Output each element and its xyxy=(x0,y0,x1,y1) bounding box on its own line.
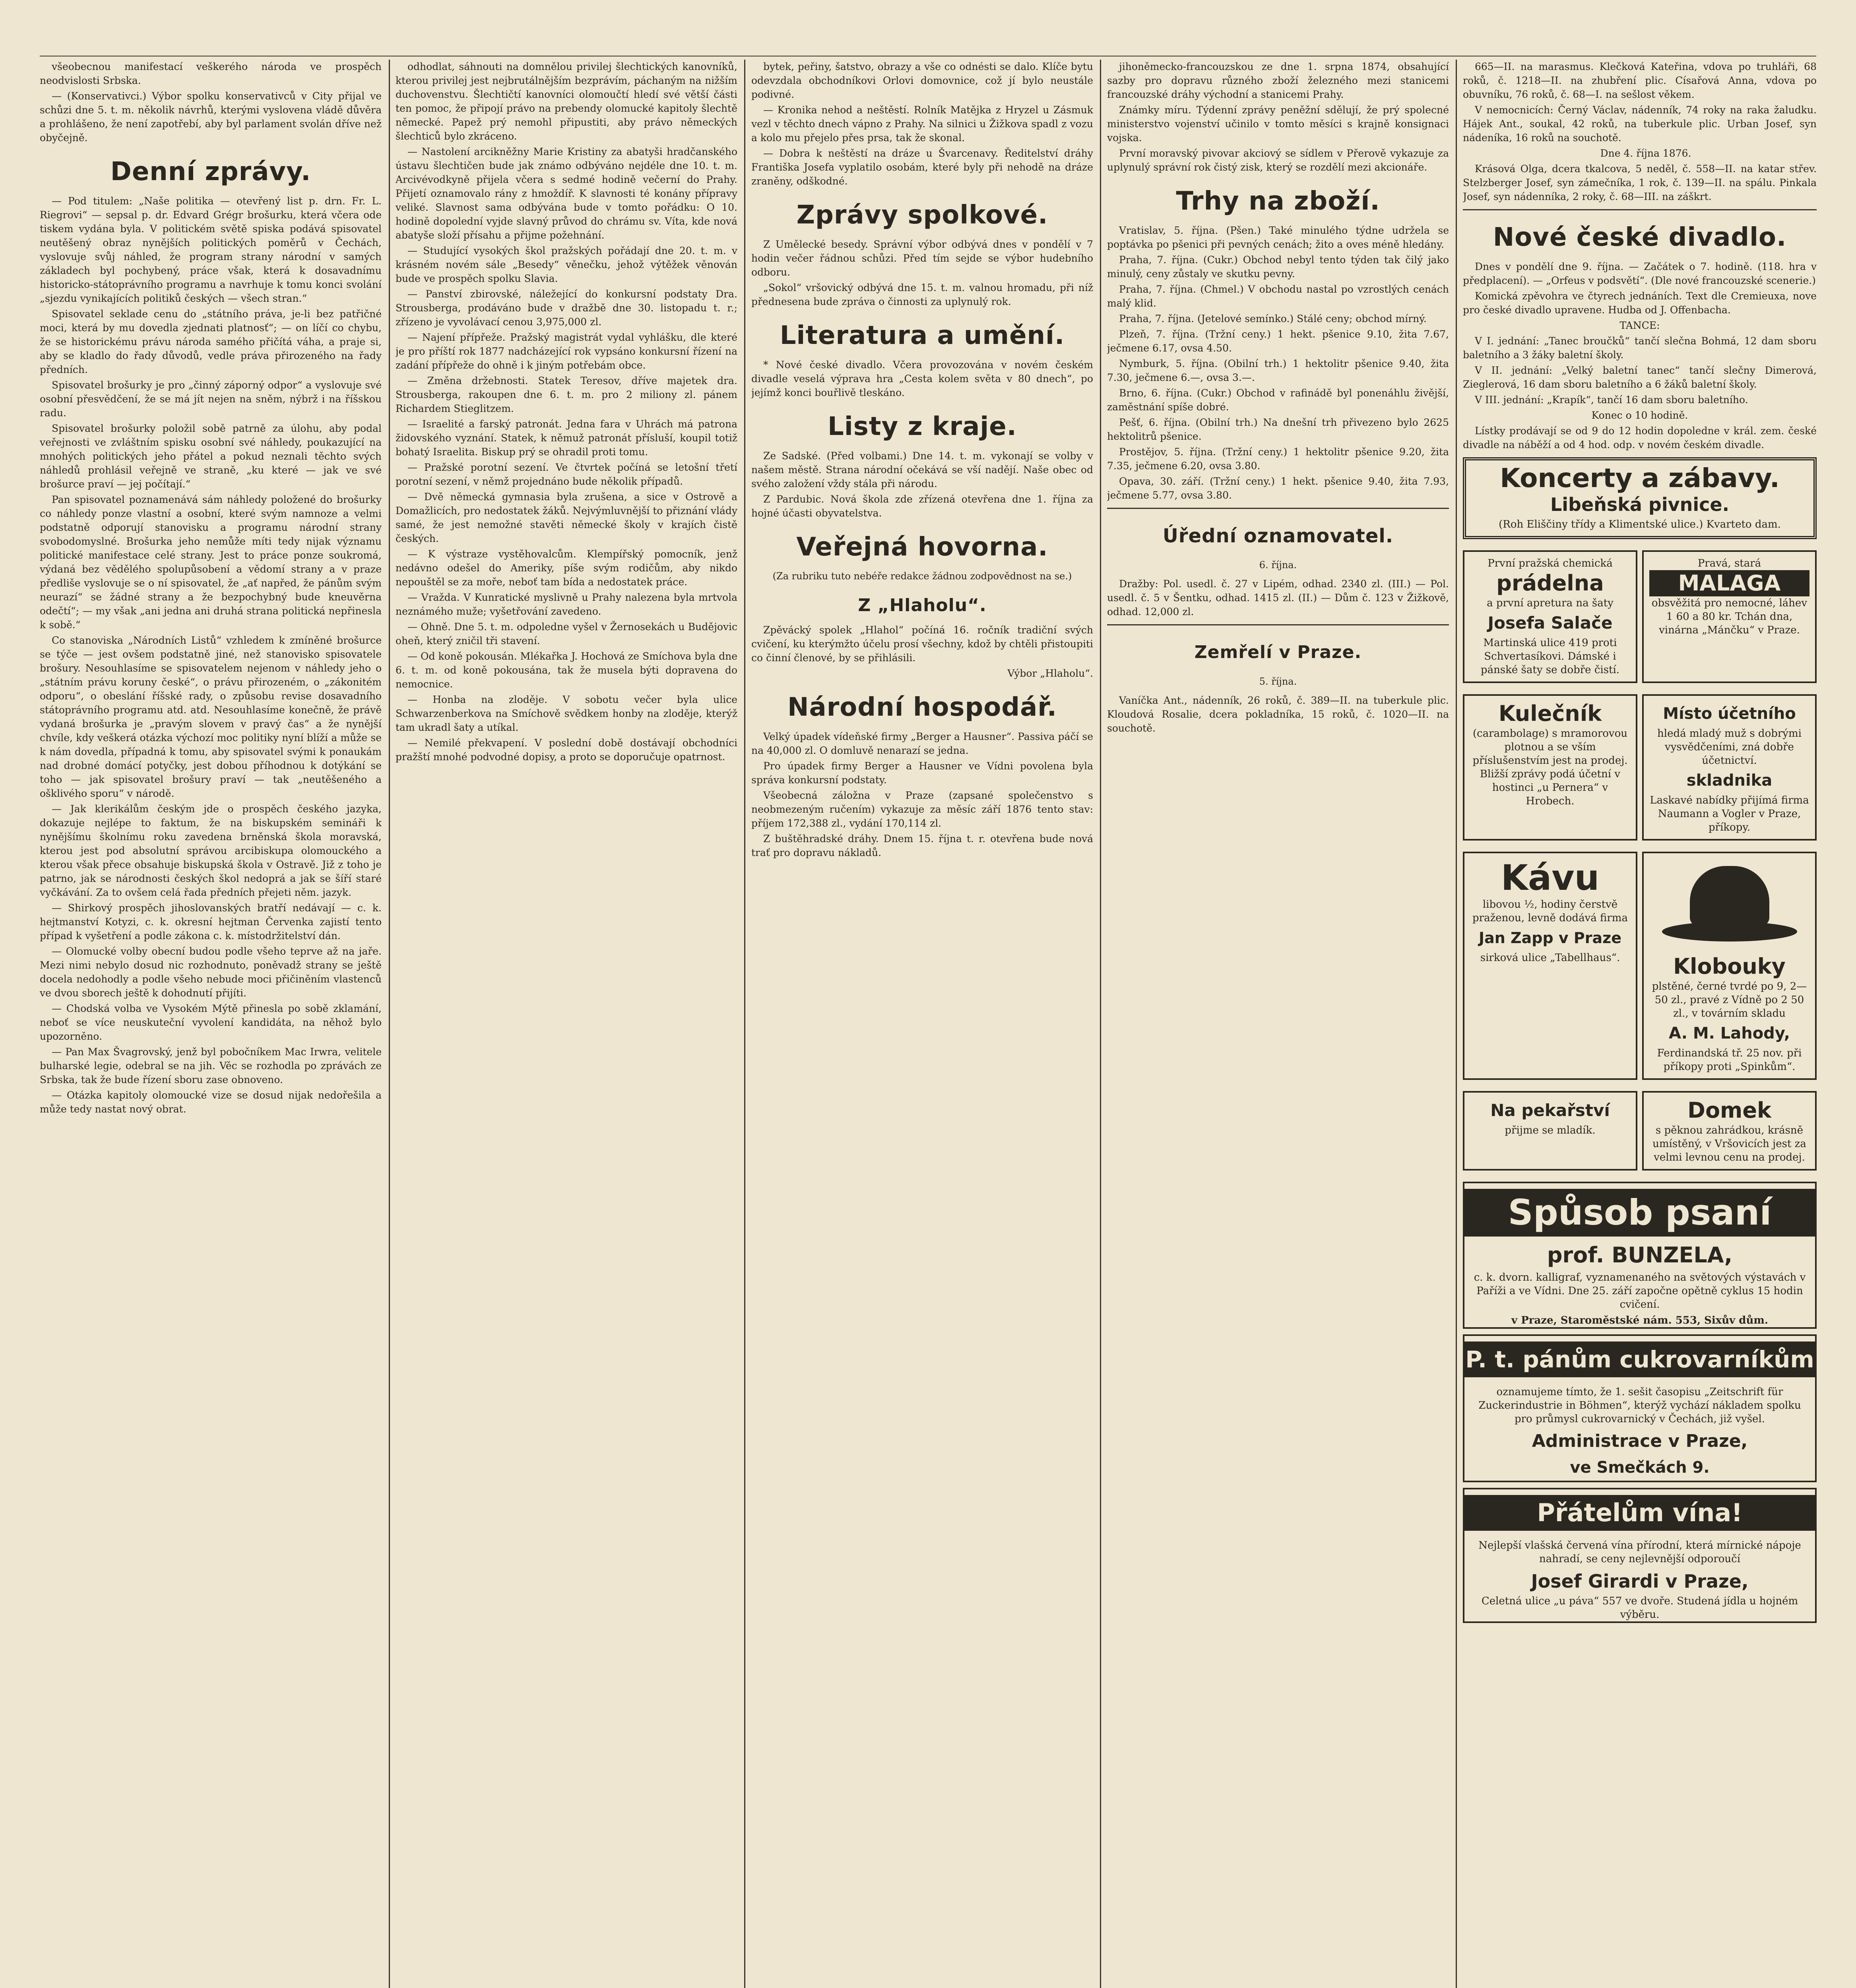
paragraph: Pan spisovatel poznamenává sám náhledy položené do brošurky co náhledy ponze vlastní a osobní, které svým namnoze a velmi podstatně odporují stanovisku a programu národní strany svobodomyslné. Brošurka jeho nemůže míti tedy nijak významu politické manifestace celé strany. Jest to práce ponze soukromá, výdaná bez vědělého spolupůsobení a vědomí strany a v praze předliše vyslovuje se o ní spisovatel, že „ať napřed, že pánům svým neurazí“ se žádné strany a že bezpochybný bude kneuvěrna odečtí“; — my však „ani jedna ani druhá strana politická nepřinesla k sobě.“ xyxy=(40,494,382,631)
paragraph: Dnes v pondělí dne 9. října. — Začátek o 7. hodině. (118. hra v předplacení). — „Orfeus v podsvětí“. (Dle nové francouzské scenerie.) xyxy=(1463,261,1817,286)
paragraph: * Nové české divadlo. Včera provozována v novém českém divadle veselá výprava hra „Cesta kolem světa v 80 dnech“, po jejímž konci bouřlivě tleskáno. xyxy=(751,359,1093,398)
section-heading-nove-ceske-divadlo: Nové české divadlo. xyxy=(1493,223,1787,252)
paragraph: 665—II. na marasmus. Klečková Kateřina, vdova po truhláři, 68 roků, č. 1218—II. na zhubření plic. Císařová Anna, vdova po obuvníku, 76 roků, č. 68—I. na sešlost věkem. xyxy=(1463,61,1817,100)
paragraph: — Jak klerikálům českým jde o prospěch českého jazyka, dokazuje nejlépe to faktum, že na biskupském semináři k nynějšímu školnímu roku zavedena brněnská škola moravská, kterou jest pod absolutní správou arcibiskupa olomouckého a kterou však přece obsahuje biskupská škola v Ostravě. Již z toho je patrno, jak se národnosti českých škol nedoprá a jak se šíří staré vyčkávání. Za to ovšem celá řada předních přejeti něm. jazyk. xyxy=(40,803,382,898)
paragraph: — Dvě německá gymnasia byla zrušena, a sice v Ostrově a Domažlicích, pro nedostatek žáků. Nejvýmluvnější to přiznání vlády samé, že jest nemožné stavěti německé školy v krajích čistě českých. xyxy=(396,491,737,544)
paragraph: — Shirkový prospěch jihoslovanských bratří nedávají — c. k. hejtmanství Kotyzi, c. k. okresní hejtman Červenka zajistí tento případ k vyšetření a podle zákona c. k. místodržitelství dán. xyxy=(40,902,382,942)
paragraph: — Nastolení arcikněžny Marie Kristiny za abatyši hradčanského ústavu šlechtičen bude jak známo odbýváno nejdéle dne 10. t. m. Arcivévodkyně přijela včera s sedmé hodině večerní do Prahy. Přijetí oznamovalo rány z hmoždíř. K slavnosti té konány přípravy veliké. Slavnost sama odbývána bude v tomto pořádku: O 10. hodině dopolední vyjde slavný průvod do chrámu sv. Víta, kde nová abatyše složí přísahu a přijme požehnání. xyxy=(396,146,737,241)
ad-title: Na pekařství xyxy=(1490,1101,1610,1120)
ad-row xyxy=(1463,545,1817,689)
paragraph: Nymburk, 5. října. (Obilní trh.) 1 hektolitr pšenice 9.40, žita 7.30, ječmene 6.—, ovsa 3.—. xyxy=(1107,358,1449,383)
ad-text: (Roh Eliščiny třídy a Klimentské ulice.) Kvarteto dam. xyxy=(1499,518,1781,530)
paragraph: — Olomucké volby obecní budou podle všeho teprve až na jaře. Mezi nimi nebylo dosud nic rozhodnuto, poněvadž strany se ještě docela nedohodly a podle všeho nebude moci přičiněním vlastenců ve dvou sborech ještě k dohodnutí přijíti. xyxy=(40,945,382,999)
ad-title: skladnika xyxy=(1686,771,1773,790)
paragraph: všeobecnou manifestací veškerého národa ve prospěch neodvislosti Srbska. xyxy=(40,61,382,86)
paragraph: — Změna držebnosti. Statek Teresov, dříve majetek dra. Strousberga, rakoupen dne 6. t. m. pro 2 miliony zl. pánem Richardem Stieglitzem. xyxy=(396,375,737,414)
column-3 xyxy=(751,60,1093,1988)
paragraph: — Od koně pokousán. Mlékařka J. Hochová ze Smíchova byla dne 6. t. m. od koně pokousána, tak že musela býti dopravena do nemocnice. xyxy=(396,650,737,690)
divider xyxy=(1463,209,1817,210)
ad-text: První pražská chemická xyxy=(1488,557,1613,569)
section-heading-zemreli: Zemřelí v Praze. xyxy=(1194,642,1362,662)
paragraph: Z Umělecké besedy. Správní výbor odbývá dnes v pondělí v 7 hodin večer řádnou schůzi. Před tím sejde se výbor hudebního odboru. xyxy=(751,239,1093,278)
ad-name: prof. BUNZELA, xyxy=(1547,1242,1733,1268)
ad-pekarstvi xyxy=(1463,1091,1637,1171)
section-heading-literatura: Literatura a umění. xyxy=(780,321,1065,350)
ad-name: Jan Zapp v Praze xyxy=(1478,929,1621,947)
section-heading-zpravy-spolkove: Zprávy spolkové. xyxy=(796,200,1048,230)
ad-bunzel xyxy=(1463,1182,1817,1329)
ad-title: Koncerty a zábavy. xyxy=(1500,463,1780,493)
ad-title: Kávu xyxy=(1501,857,1600,898)
ad-ucetni xyxy=(1642,694,1817,841)
paragraph: — Panství zbirovské, náležející do konkursní podstaty Dra. Strousberga, prodáváno bude v dražbě dne 30. listopadu t. r.; zřízeno je vyvolávací cenou 3,975,000 zl. xyxy=(396,288,737,328)
ad-text: s pěknou zahrádkou, krásně umístěný, v Vršovicích jest za velmi levnou cenu na prodej. xyxy=(1652,1124,1806,1163)
paragraph: — Pod titulem: „Naše politika — otevřený list p. drn. Fr. L. Riegrovi“ — sepsal p. dr. Edvard Grégr brošurku, která včera ode tiskem vydána byla. V politickém světě spiska podává spisovatel neutěšený obraz nynějších politických poměrů v Čechách, vyslovuje svůj náhled, že program strany národní v samých základech byl pochybený, práce však, která k dosavadnímu historicko-státoprávního programu a navrhuje k tomu konci svolání „sjezdu vynikajících politiků českých — všech stran.“ xyxy=(40,195,382,304)
paragraph: Spisovatel seklade cenu do „státního práva, je-li bez patřičné moci, která by mu dovedla zjednati platnosť“; — on líčí co chybu, že se historickému právu národa samého přičítá váha, a praje si, aby se kladlo do řady důvodů, vedle práva přirozeného na řady předních. xyxy=(40,308,382,375)
paragraph: — Ohně. Dne 5. t. m. odpoledne vyšel v Žernosekách u Budějovic oheň, který zničil tři stavení. xyxy=(396,621,737,646)
ad-concerts xyxy=(1463,457,1817,539)
ad-text: Martinská ulice 419 proti Schvertasíkovi. Dámské i pánské šaty se dobře čistí. xyxy=(1480,637,1620,676)
paragraph: odhodlat, sáhnouti na domnělou privilej šlechtických kanovníků, kterou privilej jest nejbrutálnějším bezprávím, páchaným na nižším duchovenstvu. Šlechtičtí kanovníci olomoučtí hledí své větší části ten pomoc, že připojí právo na prebendy olomucké kapitoly šlechtě německé. Papež prý nemohl připustiti, aby právo německých šlechticů bylo zkráceno. xyxy=(396,61,737,142)
ad-text: a první apretura na šaty xyxy=(1487,597,1614,609)
ad-text: Laskavé nabídky přijímá firma Naumann a Vogler v Praze, příkopy. xyxy=(1650,794,1809,833)
ad-name: Josef Girardi v Praze, xyxy=(1531,1571,1749,1592)
ad-text: plstěné, černé tvrdé po 9, 2—50 zl., pravé z Vídně po 2 50 zl., v továrním skladu xyxy=(1652,980,1807,1019)
paragraph: Známky míru. Týdenní zprávy peněžní sdělují, že prý spolecné ministerstvo vojenství učinilo v tomto měsíci s krajně konsignaci vojska. xyxy=(1107,104,1449,144)
ad-text: Pravá, stará xyxy=(1697,557,1761,569)
ad-title: prádelna xyxy=(1496,571,1604,596)
paragraph: První moravský pivovar akciový se sídlem v Přerově vykazuje za uplynulý správní rok čistý zisk, který se rozdělí mezi akcionáře. xyxy=(1107,148,1449,173)
paragraph: Vaníčka Ant., nádenník, 26 roků, č. 389—II. na tuberkule plic. Kloudová Rosalie, dcera pokladníka, 15 roků, č. 1020—II. na souchotě. xyxy=(1107,695,1449,734)
paragraph: Dražby: Pol. usedl. č. 27 v Lipém, odhad. 2340 zl. (III.) — Pol. usedl. č. 5 v Šentku, odhad. 1415 zl. (II.) — Dům č. 123 v Žižkově, odhad. 12,000 zl. xyxy=(1107,578,1449,617)
section-heading-denni-zpravy: Denní zprávy. xyxy=(110,157,311,186)
paragraph: Z buštěhradské dráhy. Dnem 15. října t. r. otevřena bude nová trať pro dopravu nákladů. xyxy=(751,833,1093,858)
column-divider xyxy=(1456,60,1457,1988)
ad-name: Josefa Salače xyxy=(1488,613,1613,633)
paragraph: Pešť, 6. října. (Obilní trh.) Na dnešní trh přivezeno bylo 2625 hektolitrů pšenice. xyxy=(1107,417,1449,442)
ad-text: oznamujeme tímto, že 1. sešit časopisu „Zeitschrift für Zuckerindustrie in Böhmen“, kterýž vychází nákladem spolku pro průmysl cukrovarnický v Čechách, již vyšel. xyxy=(1478,1386,1801,1425)
paragraph: Praha, 7. října. (Jetelové semínko.) Stálé ceny; obchod mírný. xyxy=(1119,313,1427,324)
paragraph: — Pan Max Švagrovský, jenž byl pobočníkem Mac Irwra, velitele bulharské legie, odebral se na jih. Věc se rozhodla po zprávách ze Srbska, tak že bude řízení sboru zase obnoveno. xyxy=(40,1046,382,1085)
ad-row xyxy=(1463,1085,1817,1176)
column-1 xyxy=(40,60,382,1988)
ad-row xyxy=(1463,689,1817,846)
paragraph: — Chodská volba ve Vysokém Mýtě přinesla po sobě zklamání, neboť se více neuskuteční vyvolení kandidáta, na něhož bylo upozorněno. xyxy=(40,1003,382,1042)
paragraph: Prostějov, 5. října. (Tržní ceny.) 1 hektolitr pšenice 9.20, žita 7.35, ječmene 6.20, ovsa 3.80. xyxy=(1107,446,1449,472)
hat-icon xyxy=(1662,862,1797,949)
paragraph: Konec o 10 hodině. xyxy=(1591,410,1688,421)
section-date: 5. října. xyxy=(1259,676,1297,687)
column-2 xyxy=(396,60,737,1988)
paragraph: Praha, 7. října. (Chmel.) V obchodu nastal po vzrostlých cenách malý klid. xyxy=(1107,283,1449,309)
ad-kavu xyxy=(1463,852,1637,1080)
ad-address: Celetná ulice „u páva“ 557 ve dvoře. Studená jídla u hojném výběru. xyxy=(1481,1595,1798,1621)
section-note: (Za rubriku tuto nebéře redakce žádnou zodpovědnost na se.) xyxy=(772,571,1072,582)
ad-klobouky xyxy=(1642,852,1817,1080)
paragraph: jihoněmecko-francouzskou ze dne 1. srpna 1874, obsahující sazby pro dopravu různého zboží železného mezi stanicemi francouzské dráhy východní a stanicemi Prahy. xyxy=(1107,61,1449,100)
paragraph: Spisovatel brošurky je pro „činný záporný odpor“ a vyslovuje své osobní přesvědčení, že se má jít nejen na sněm, nýbrž i na říšskou radu. xyxy=(40,379,382,419)
ad-title: Kulečník xyxy=(1498,701,1602,726)
section-heading-verejna-hovorna: Veřejná hovorna. xyxy=(796,532,1048,562)
column-5 xyxy=(1463,60,1817,1988)
ad-text: hledá mladý muž s dobrými vysvědčeními, zná dobře účetnictví. xyxy=(1657,728,1802,767)
paragraph: Vratislav, 5. října. (Pšen.) Také minulého týdne udržela se poptávka po pšenici při pevných cenách; žito a oves méně hledány. xyxy=(1107,225,1449,250)
paragraph: — Studující vysokých škol pražských pořádají dne 20. t. m. v krásném novém sále „Besedy“ věnečku, jehož výtěžek věnován bude ve prospěch spolku Slavia. xyxy=(396,245,737,284)
article-heading-hlahol: Z „Hlaholu“. xyxy=(858,595,987,615)
paragraph: „Sokol“ vršovický odbývá dne 15. t. m. valnou hromadu, při níž přednesena bude zpráva o činnosti za uplynulý rok. xyxy=(751,282,1093,307)
paragraph: Zpěvácký spolek „Hlahol“ počíná 16. ročník tradiční svých cvičení, ku kterýmžto účelu prosí všechny, kdož by chtěli přistoupiti co činní členové, by se přihlásili. xyxy=(751,624,1093,664)
signature: Výbor „Hlaholu“. xyxy=(1007,668,1093,679)
divider xyxy=(1107,508,1449,509)
ad-title: Spůsob psaní xyxy=(1464,1189,1815,1237)
column-4 xyxy=(1107,60,1449,1988)
paragraph: Z Pardubic. Nová škola zde zřízená otevřena dne 1. října za hojné účasti obyvatelstva. xyxy=(751,493,1093,519)
paragraph: — Vražda. V Kunratické myslivně u Prahy nalezena byla mrtvola neznámého muže; vyšetřování zavedeno. xyxy=(396,592,737,617)
paragraph: — Pražské porotní sezení. Ve čtvrtek počíná se letošní třetí porotní sezení, v němž projednáno bude několik případů. xyxy=(396,462,737,487)
paragraph: — Honba na zloděje. V sobotu večer byla ulice Schwarzenberkova na Smíchově svědkem honby na zloděje, kterýž tam ukradl šaty a utíkal. xyxy=(396,694,737,733)
paragraph: — Najení přípřeže. Pražský magistrát vydal vyhlášku, dle které je pro příští rok 1877 nadcházející rok vypsáno konkursní řízení na zadání přípřeže do ohně i k jiným potřebám obce. xyxy=(396,332,737,371)
paragraph: — Israelité a farský patronát. Jedna fara v Uhrách má patrona židovského vyznání. Statek, k němuž patronát přísluší, koupil totiž bohatý Israelita. Biskup prý se ohradil proti tomu. xyxy=(396,418,737,458)
ad-text: libovou ½, hodiny čerstvě praženou, levně dodává firma xyxy=(1472,899,1628,924)
paragraph: — Kronika nehod a neštěstí. Rolník Matějka z Hryzel u Zásmuk vezl v těchto dnech vápno z Prahy. Na silnici u Žižkova spadl z vozu a kolo mu přejelo přes prsa, tak že skonal. xyxy=(751,104,1093,144)
ad-title: Místo účetního xyxy=(1663,705,1796,723)
paragraph: Praha, 7. října. (Cukr.) Obchod nebyl tento týden tak čilý jako minulý, ceny zůstaly ve skutku pevny. xyxy=(1107,254,1449,280)
paragraph: Velký úpadek vídeňské firmy „Berger a Hausner“. Passiva páčí se na 40,000 zl. O domluvě nenarazí se jedna. xyxy=(751,731,1093,756)
paragraph: — (Konservativci.) Výbor spolku konservativců v City přijal ve schůzi dne 5. t. m. několik návrhů, kterými vyslovena vládě důvěra a prohlášeno, že není zapotřebí, aby byl parlament svolán dříve než obyčejně. xyxy=(40,90,382,144)
ad-vina xyxy=(1463,1488,1817,1623)
paragraph: V III. jednání: „Krapík“, tančí 16 dam sboru baletního. xyxy=(1475,394,1748,406)
paragraph: Krásová Olga, dcera tkalcova, 5 neděl, č. 558—II. na katar střev. Stelzberger Josef, syn zámečníka, 1 rok, č. 139—II. na spálu. Pinkala Josef, syn nádenníka, 2 roky, č. 68—III. na záškrt. xyxy=(1463,163,1817,202)
ad-text: c. k. dvorn. kalligraf, vyznamenaného na světových výstavách v Paříži a ve Vídni. Dne 25. září započne opětně cyklus 15 hodin cvičení. xyxy=(1474,1272,1806,1310)
date-line: Dne 4. října 1876. xyxy=(1600,148,1691,159)
ad-address: Administrace v Praze, xyxy=(1532,1431,1748,1451)
ad-title: Přátelům vína! xyxy=(1464,1495,1815,1531)
ad-address: v Praze, Staroměstské nám. 553, Sixův dům. xyxy=(1511,1314,1768,1326)
paragraph: Všeobecná záložna v Praze (zapsané společenstvo s neobmezeným ručením) vykazuje za měsíc září 1876 tento stav: příjem 172,388 zl., vydání 170,114 zl. xyxy=(751,790,1093,829)
section-heading-narodni-hospodar: Národní hospodář. xyxy=(787,693,1057,722)
paragraph: bytek, peřiny, šatstvo, obrazy a vše co odnésti se dalo. Klíče bytu odevzdala obchodníkovi Orlovi domovnice, což jí bylo neustále podivné. xyxy=(751,61,1093,100)
section-heading-listy-z-kraje: Listy z kraje. xyxy=(828,412,1017,441)
section-heading-trhy: Trhy na zboží. xyxy=(1176,186,1380,216)
paragraph: Co stanoviska „Národních Listů“ vzhledem k zmíněné brošurce se týče — jest ovšem podstatně jiné, než stanovisko spisovatele brošury. Nesouhlasíme se spisovatelem nejenom v náhledy jeho o „státním právu koruny české“, o právu přirozeném, o „zákonitém odporu“, o obeslání říšské rady, o způsobu revise dosavadního státoprávního programu atd. atd. Nesouhlasíme konečně, že právě vydaná brošurka je „pravým slovem v pravý čas“ a že nynější chvíle, kdy veškerá otázka výchozí moc politiky nyní blíží a může se k nám dovedla, případná k tomu, aby spisovatel svými k ponaukám nad drobné domácí potyčky, jest dobou příhodnou k dotýkání se toho — jak spisovatel brošury praví — tak „neutěšeného a ošklivého sporu“ v národě. xyxy=(40,635,382,799)
paragraph: Komická zpěvohra ve čtyrech jednáních. Text dle Cremieuxa, nove pro české divadlo upravene. Hudba od J. Offenbacha. xyxy=(1463,290,1817,316)
paragraph: — Dobra k neštěstí na dráze u Švarcenavy. Ředitelství dráhy Františka Josefa vyplatilo osobám, které byly při nehodě na dráze zraněny, odškodné. xyxy=(751,148,1093,187)
ad-text: obsvěžitá pro nemocné, láhev 1 60 a 80 kr. Tchán dna, vinárna „Mánčku“ v Praze. xyxy=(1651,597,1808,636)
section-date: 6. října. xyxy=(1259,559,1297,571)
dance-heading: TANCE: xyxy=(1619,320,1660,331)
column-divider xyxy=(744,60,745,1988)
paragraph: Ze Sadské. (Před volbami.) Dne 14. t. m. vykonají se volby v našem městě. Strana národní očekává se vší nadějí. Naše obec od svého založení vždy stála při národu. xyxy=(751,450,1093,489)
column-divider xyxy=(389,60,390,1988)
paragraph: — K výstraze vystěhovalcům. Klempířský pomocník, jenž nedávno odešel do Ameriky, píše svým rodičům, aby nikdo nepouštěl se za moře, neboť tam bída a nedostatek práce. xyxy=(396,548,737,588)
ad-title: Klobouky xyxy=(1673,954,1786,979)
column-divider xyxy=(1100,60,1101,1988)
ad-title: MALAGA xyxy=(1649,570,1809,596)
ad-malaga xyxy=(1642,550,1817,683)
paragraph: Lístky prodávají se od 9 do 12 hodin dopoledne v král. zem. české divadle na náběží a od 4 hod. odp. v novém českém divadle. xyxy=(1463,425,1817,450)
ad-pradelna xyxy=(1463,550,1637,683)
paragraph: Spisovatel brošurky položil sobě patrně za úlohu, aby podal veřejnosti ve zvláštním spisku osobní své náhledy, poukazující na mnohých politických jeho přátel a pokud neznali těchto svých náhledů prohlásil veřejně ve straně, „ku které — jak ve své brošurce praví — jej počítají.“ xyxy=(40,423,382,490)
ad-domek xyxy=(1642,1091,1817,1171)
paragraph: V II. jednání: „Velký baletní tanec“ tančí slečny Dimerová, Zieglerová, 16 dam sboru baletního a 6 žáků baletní školy. xyxy=(1463,365,1817,390)
divider xyxy=(1107,624,1449,625)
ad-title: P. t. pánům cukrovarníkům xyxy=(1464,1342,1815,1377)
ad-cukrovarnici xyxy=(1463,1334,1817,1482)
paragraph: — Otázka kapitoly olomoucké vize se dosud nijak nedořešila a může tedy nastat nový obrat. xyxy=(40,1089,382,1115)
ad-kulecnik xyxy=(1463,694,1637,841)
paragraph: — Nemilé překvapení. V poslední době dostávají obchodníci pražští mnohé podvodné dopisy, a proto se doporučuje opatrnost. xyxy=(396,737,737,763)
ad-address: ve Smečkách 9. xyxy=(1570,1458,1710,1477)
paragraph: Opava, 30. září. (Tržní ceny.) 1 hekt. pšenice 9.40, žita 7.93, ječmene 5.77, ovsa 3.80. xyxy=(1107,476,1449,501)
ad-text: Nejlepší vlašská červená vína přírodní, která mírnické nápoje nahradí, se ceny nejlevnější odporoučí xyxy=(1478,1540,1801,1565)
paragraph: V nemocnicích: Černý Václav, nádenník, 74 roky na raka žaludku. Hájek Ant., soukal, 42 roků, na tuberkule plic. Urban Josef, syn nádeníka, 16 roků na souchotě. xyxy=(1463,104,1817,144)
section-heading-uredni-oznamovatel: Úřední oznamovatel. xyxy=(1162,525,1394,547)
ad-text: přijme se mladík. xyxy=(1505,1124,1596,1136)
paragraph: Brno, 6. října. (Cukr.) Obchod v rafinádě byl ponenáhlu živější, zaměstnání spíše dobré. xyxy=(1107,387,1449,413)
ad-text: sirková ulice „Tabellhaus“. xyxy=(1480,952,1620,964)
paragraph: Pro úpadek firmy Berger a Hausner ve Vídni povolena byla správa konkursní podstaty. xyxy=(751,760,1093,786)
paragraph: Plzeň, 7. října. (Tržní ceny.) 1 hekt. pšenice 9.10, žita 7.67, ječmene 6.17, ovsa 4.50. xyxy=(1107,328,1449,354)
ad-name: A. M. Lahody, xyxy=(1669,1024,1790,1043)
ad-row xyxy=(1463,846,1817,1085)
paragraph: V I. jednání: „Tanec broučků“ tančí slečna Bohmá, 12 dam sboru baletního a 3 žáky baletní školy. xyxy=(1463,335,1817,361)
ad-text: (carambolage) s mramorovou plotnou a se vším příslušenstvím jest na prodej. Bližší zprávy podá účetní v hostinci „u Pernera“ v Hrobech. xyxy=(1472,728,1628,807)
ad-subtitle: Libeňská pivnice. xyxy=(1550,494,1730,515)
ad-text: Ferdinandská tř. 25 nov. při příkopy proti „Spinkům“. xyxy=(1657,1047,1802,1073)
ad-title: Domek xyxy=(1687,1098,1771,1123)
